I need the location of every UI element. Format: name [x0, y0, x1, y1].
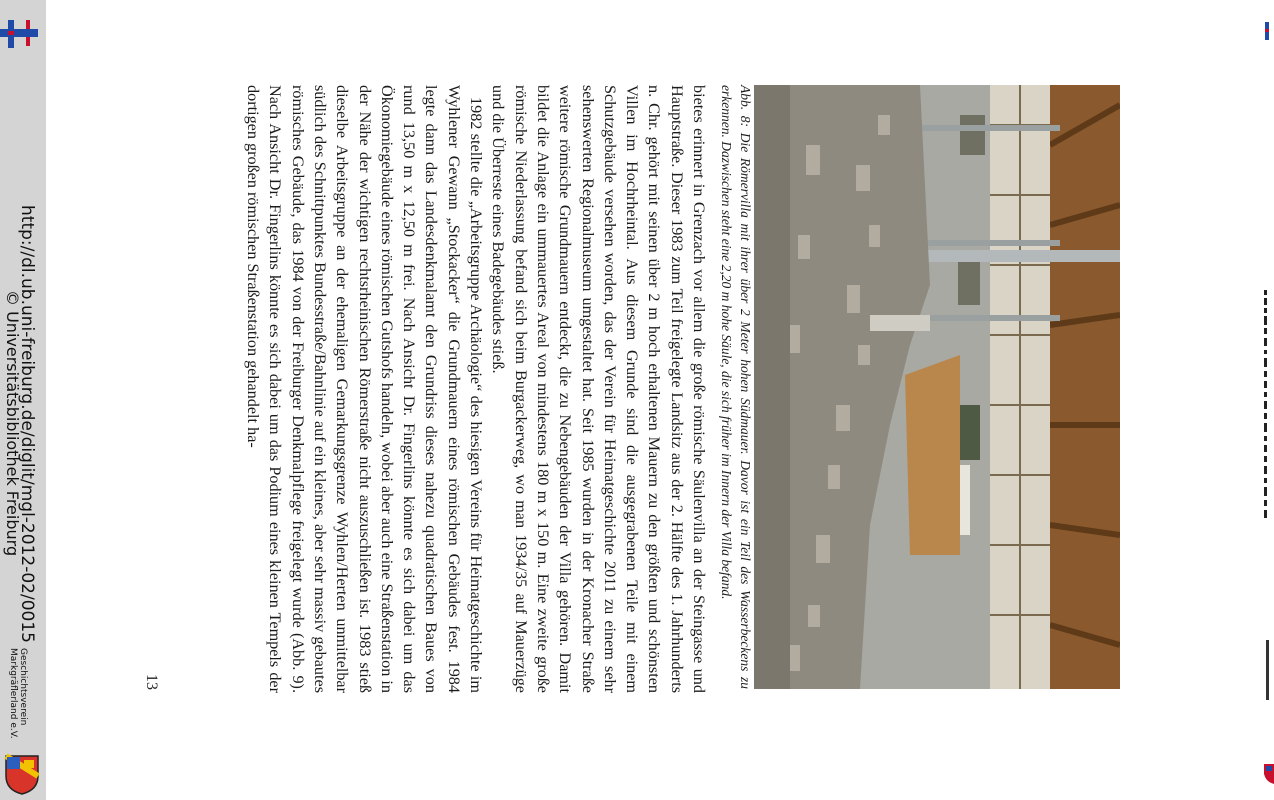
next-page-text-fragment-2 [1262, 640, 1272, 710]
publisher-line-1: Geschichtsverein [18, 648, 28, 726]
book-page [130, 85, 1130, 695]
figure-caption: Abb. 8: Die Römervilla mit ihrer über 2 Meter hohen Südmauer. Davor ist ein Teil des Wasserbeckens zu erkennen. Dazwischen steht eine 2,20 m hohe Säule, die sich früher im Innern der Villa befand. [719, 85, 753, 689]
digital-library-url[interactable]: http://dl.ub.uni-freiburg.de/diglit/mgl-2012-02/0015 [17, 205, 37, 643]
ub-freiburg-logo-icon [0, 20, 38, 48]
publisher-label [8, 648, 28, 739]
paragraph-2: 1982 stellte die „Arbeitsgruppe Archäologie“ des hiesigen Vereins für Heimatgeschichte im Wyhlener Gewann „Stockacker“ die Grundmauern eines römischen Gebäudes fest. 1984 legte dann das Landesdenkmalamt den Grundriss dieses nahezu quadratischen Baues von rund 13,50 m x 12,50 m frei. Nach Ansicht Dr. Fingerlins könnte es sich dabei um das Ökonomiegebäude eines römischen Gutshofs handeln, wobei aber auch eine Straßenstation in der Nähe der wichtigen rechtsrheinischen Römerstraße nicht auszuschließen ist. 1983 stieß dieselbe Arbeitsgruppe an der ehemaligen Gemarkungsgrenze Wyhlen/Herten unmittelbar südlich des Schnittpunktes Bundesstraße/Bahnlinie auf ein kleines, aber sehr massiv gebautes römisches Gebäude, das 1984 von der Freiburger Denkmalpflege freigelegt wurde (Abb. 9). Nach Ansicht Dr. Fingerlins könnte es sich dabei um das Podium eines kleinen Tempels der dortigen großen römischen Straßenstation gehandelt ha- [244, 85, 486, 693]
next-page-text-fragment [1258, 290, 1272, 520]
copyright-notice: © Universitätsbibliothek Freiburg [3, 290, 22, 557]
roman-villa-photo [754, 85, 1120, 689]
body-text [242, 85, 710, 693]
next-page-crest-fragment-icon [1262, 762, 1274, 784]
page-number: 13 [143, 674, 160, 690]
coat-of-arms-icon [2, 752, 42, 796]
paragraph-1: bietes erinnert in Grenzach vor allem die große römische Säulenvilla an der Steingasse und Hauptstraße. Dieser 1983 zum Teil freigelegte Landsitz aus der 2. Hälfte des 1. Jahrhunderts n. Chr. gehört mit seinen über 2 m hoch erhaltenen Mauern zu den größten und schönsten Villen im Hochrheintal. Aus diesem Grunde sind die ausgegrabenen Teile mit einem Schutzgebäude versehen worden, das der Verein für Heimatgeschichte 2011 zu einem sehr sehenswerten Regionalmuseum umgestaltet hat. Seit 1985 wurden in der Kronacher Straße weitere römische Grundmauern entdeckt, die zu Nebengebäuden der Villa gehören. Damit bildet die Anlage ein ummauertes Areal von mindestens 180 m x 150 m. Eine zweite große römische Niederlassung befand sich beim Burgackerweg, wo man 1934/35 auf Mauerzüge und die Überreste eines Badegebäudes stieß. [489, 85, 708, 693]
publisher-line-2: Markgräflerland e.V. [8, 648, 18, 739]
next-page-logo-fragment-icon [1262, 22, 1274, 40]
